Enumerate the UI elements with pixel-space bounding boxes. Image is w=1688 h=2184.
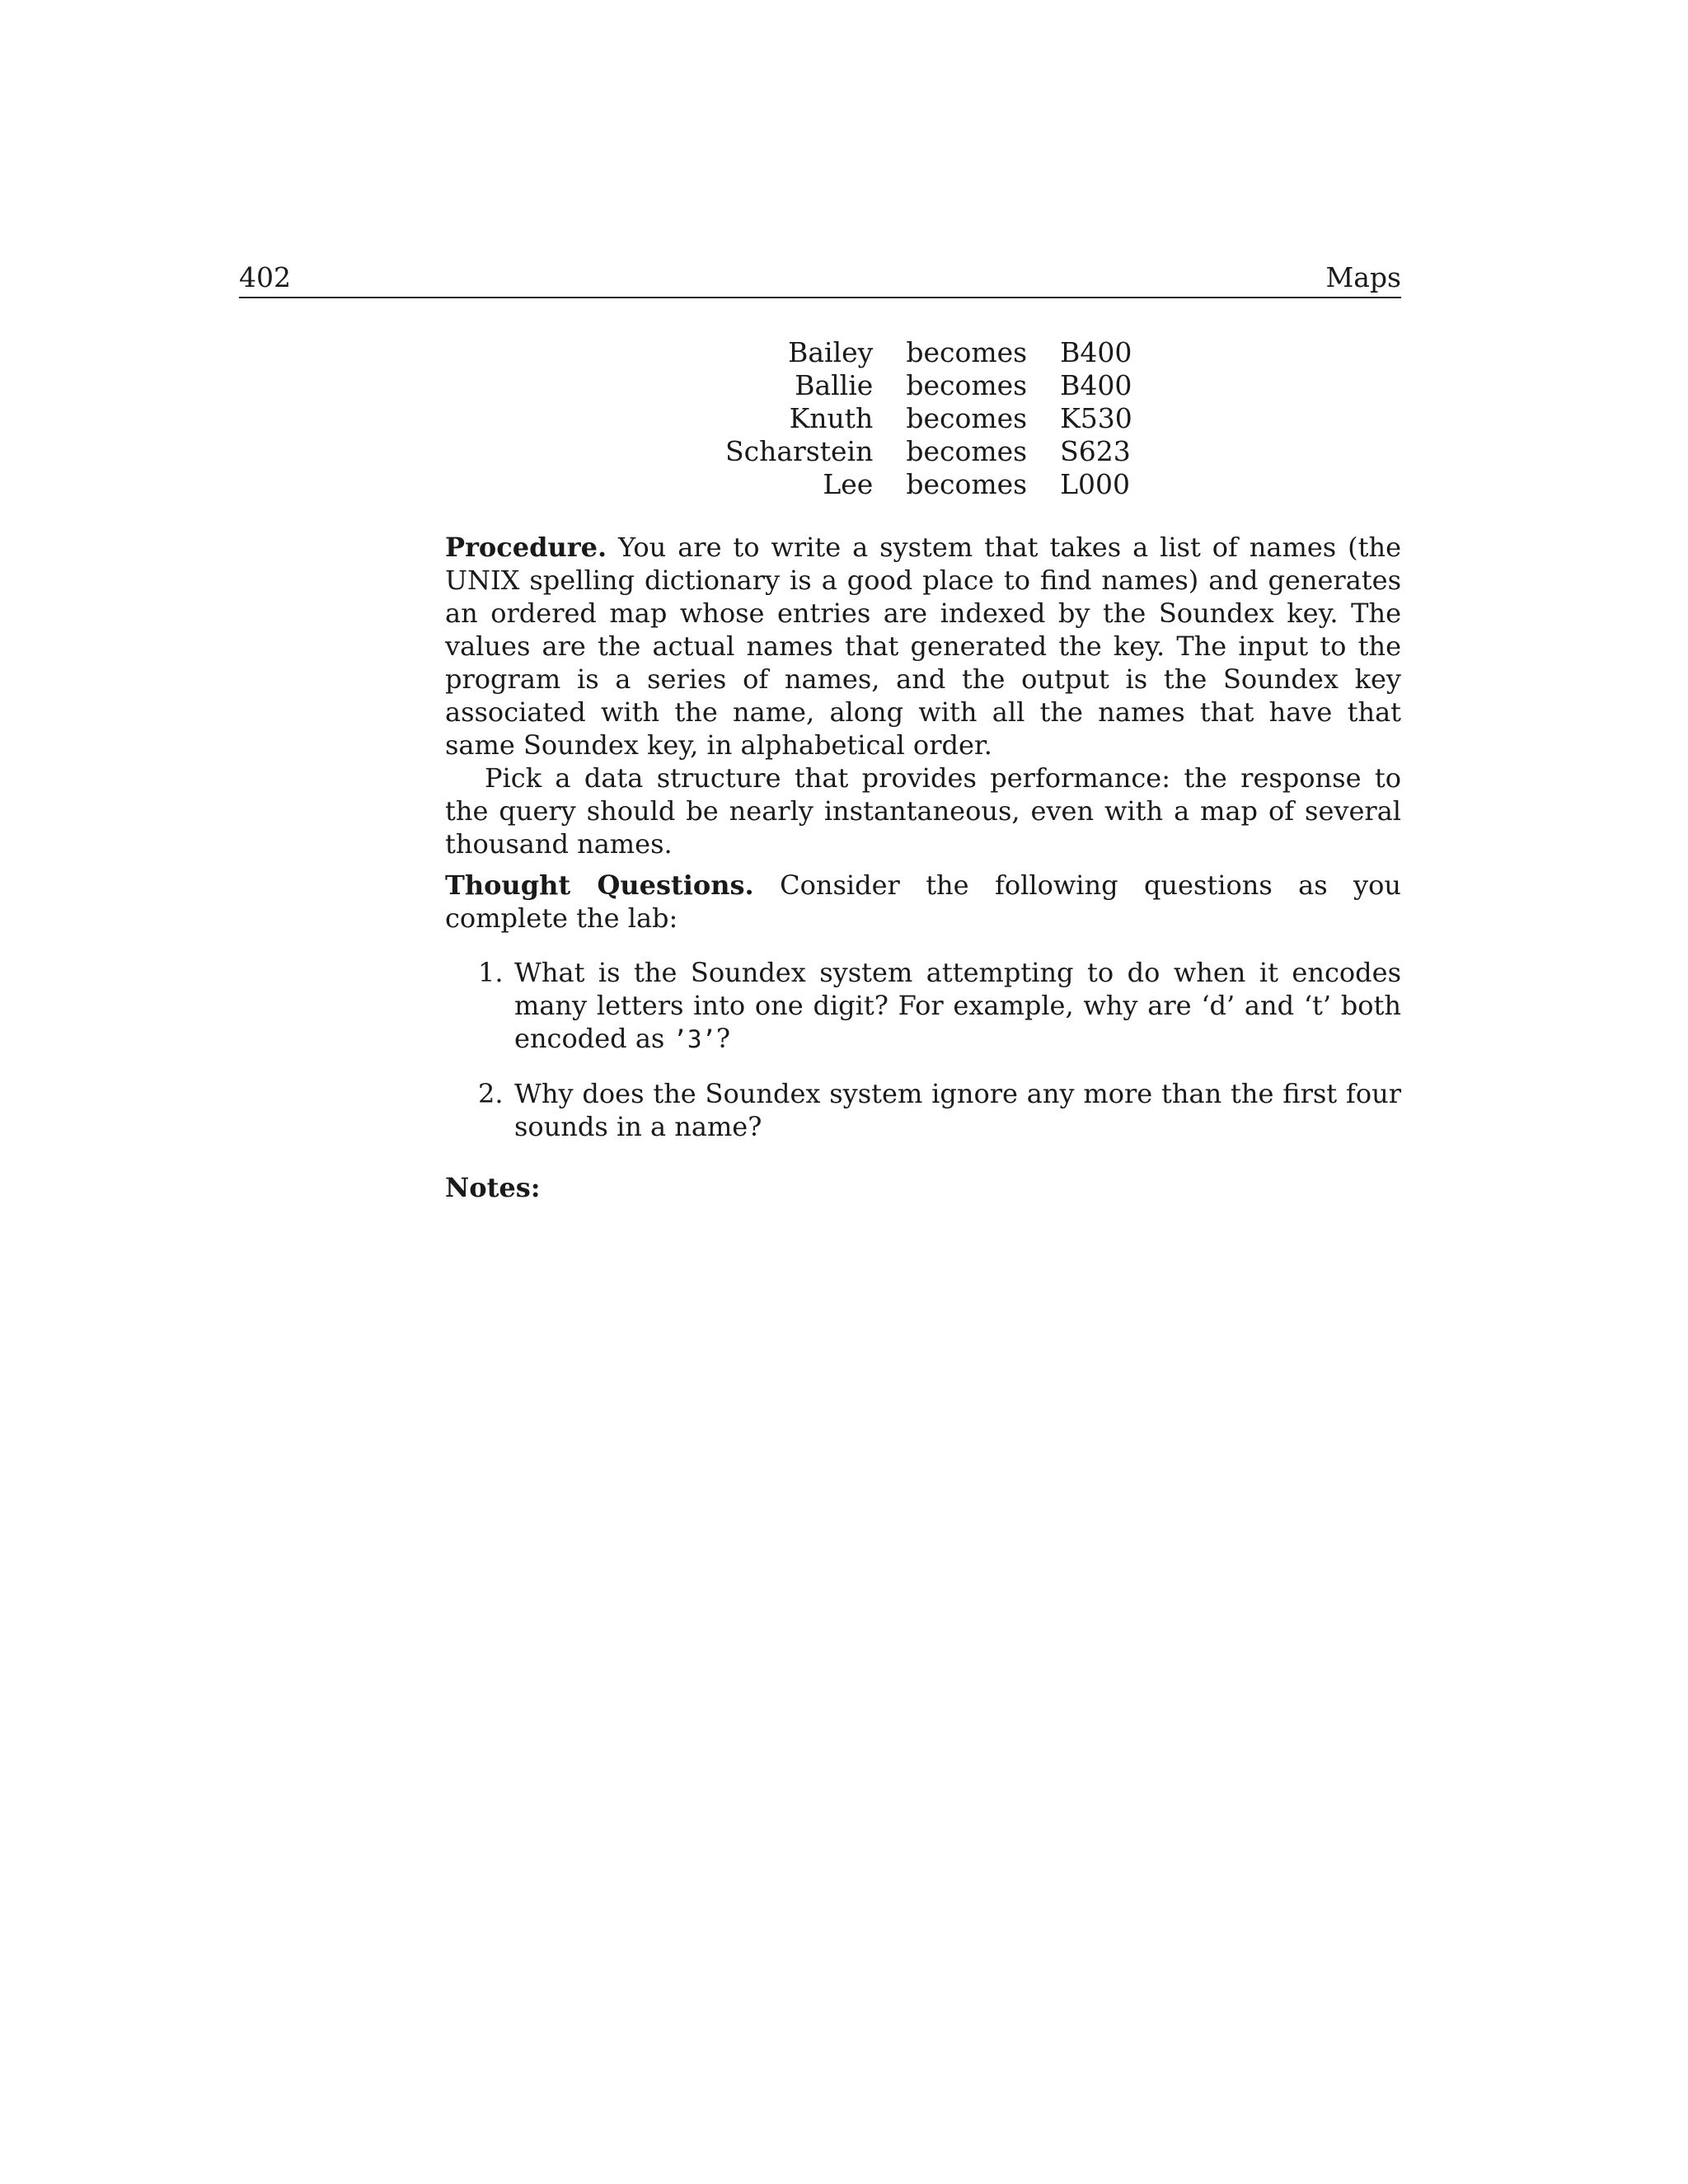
table-row: [725, 435, 1132, 468]
question-number: 1.: [478, 957, 504, 988]
example-code: K530: [1060, 402, 1132, 434]
example-verb: becomes: [906, 402, 1028, 434]
example-name: Knuth: [789, 402, 874, 434]
example-code: B400: [1060, 336, 1132, 368]
questions-list: [445, 956, 1401, 1143]
table-row: [725, 336, 1132, 369]
example-code: S623: [1060, 435, 1131, 467]
procedure-text: You are to write a system that takes a list of names (the UNIX spelling dictionary is a good place to find names) and generates an ordered map whose entries are indexed by the Soundex key. The values are the actual names that generated the key. The input to the program is a series of names, and the output is the Soundex key associated with the name, along with all the names that have that same Soundex key, in alphabetical order.: [445, 532, 1402, 761]
thought-questions-paragraph: [445, 869, 1401, 935]
chapter-title: Maps: [1325, 261, 1401, 293]
procedure-paragraph: [445, 531, 1401, 762]
question-text-end: ?: [715, 1023, 731, 1054]
example-verb: becomes: [906, 369, 1028, 401]
notes-paragraph: [445, 1171, 1401, 1204]
table-row: [725, 402, 1132, 435]
question-text: Why does the Soundex system ignore any more than the first four sounds in a name?: [514, 1078, 1401, 1142]
example-code: L000: [1060, 468, 1130, 500]
example-name: Ballie: [795, 369, 874, 401]
example-name: Scharstein: [725, 435, 874, 467]
notes-heading: Notes:: [445, 1172, 541, 1203]
body-text: [445, 531, 1401, 1204]
example-verb: becomes: [906, 435, 1028, 467]
table-row: [725, 369, 1132, 402]
example-name: Lee: [823, 468, 874, 500]
question-text: What is the Soundex system attempting to do when it encodes many letters into one digit? For example, why are ‘d’ and ‘t’ both encoded as: [514, 957, 1401, 1054]
example-name: Bailey: [788, 336, 874, 368]
example-code: B400: [1060, 369, 1132, 401]
procedure-heading: Procedure.: [445, 532, 607, 563]
example-verb: becomes: [906, 468, 1028, 500]
question-number: 2.: [478, 1078, 504, 1109]
thought-questions-heading: Thought Questions.: [445, 869, 754, 901]
procedure-paragraph-2: Pick a data structure that provides performance: the response to the query should be nearly instantaneous, even with a map of several thousand names.: [445, 762, 1401, 860]
page-number: 402: [239, 261, 291, 293]
soundex-examples-table: [725, 336, 1132, 501]
list-item: [445, 1077, 1401, 1143]
thought-questions-intro: Consider the following questions as you complete the lab:: [445, 869, 1402, 934]
question-code: ’3’: [673, 1025, 716, 1053]
list-item: [445, 956, 1401, 1056]
running-header: [239, 254, 1401, 298]
table-row: [725, 468, 1132, 501]
example-verb: becomes: [906, 336, 1028, 368]
